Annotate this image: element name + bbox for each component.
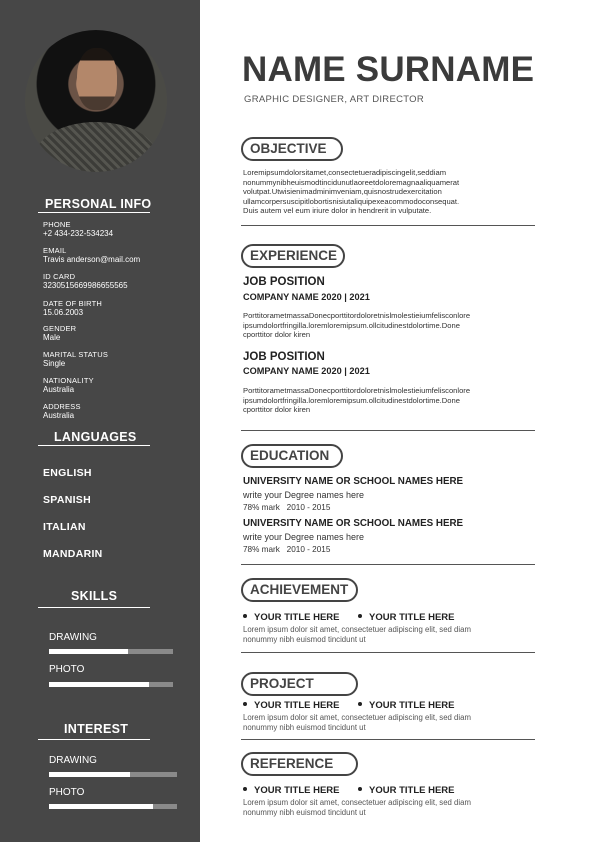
objective-text bbox=[243, 168, 535, 216]
reference-line: Lorem ipsum dolor sit amet, consectetuer adipiscing elit, sed diam bbox=[243, 798, 471, 807]
education-heading: EDUCATION bbox=[241, 444, 343, 468]
email-value: Travis anderson@mail.com bbox=[43, 255, 141, 264]
project-text bbox=[243, 713, 543, 733]
bullet-icon bbox=[243, 702, 247, 706]
objective-line: volutpat.Utwisienimadminimveniam,quisnostrudexercitation bbox=[243, 187, 442, 197]
gender-label: GENDER bbox=[43, 324, 77, 333]
school-name: UNIVERSITY NAME OR SCHOOL NAMES HERE bbox=[243, 518, 464, 529]
achievement-title bbox=[243, 612, 340, 623]
job-title: JOB POSITION bbox=[243, 351, 325, 363]
company-name: COMPANY NAME 2020 | 2021 bbox=[243, 292, 370, 302]
marital-status-label: MARITAL STATUS bbox=[43, 350, 109, 359]
job-description bbox=[243, 386, 535, 415]
project-line: Lorem ipsum dolor sit amet, consectetuer adipiscing elit, sed diam bbox=[243, 713, 471, 722]
candidate-role: GRAPHIC DESIGNER, ART DIRECTOR bbox=[244, 94, 425, 105]
objective-line: ullamcorpersuscipitlobortisnisiutaliquipexeacommodoconsequat. bbox=[243, 196, 460, 206]
languages-divider bbox=[38, 445, 150, 446]
education-mark: 78% mark 2010 - 2015 bbox=[243, 503, 331, 512]
skill-bar bbox=[49, 682, 173, 687]
gender-value: Male bbox=[43, 333, 61, 342]
objective-line: nonummynibheuismodtincidunutlaoreetdoloremagnaaliquamerat bbox=[243, 177, 460, 187]
company-name: COMPANY NAME 2020 | 2021 bbox=[243, 366, 370, 376]
project-title bbox=[358, 700, 455, 711]
skill-label: PHOTO bbox=[49, 664, 85, 675]
achievement-line: nonummy nibh euismod tincidunt ut bbox=[243, 635, 366, 644]
school-name: UNIVERSITY NAME OR SCHOOL NAMES HERE bbox=[243, 476, 464, 487]
job-description-line: PorttitorametmassaDonecporttitordoloretnislmolestieiumfelisconlore bbox=[243, 386, 471, 395]
skill-label: DRAWING bbox=[49, 632, 97, 643]
job-description-line: ipsumdolortfringilla.loremloremipsum.ollcitudinestdolortime.Done bbox=[243, 320, 460, 330]
project-line: nonummy nibh euismod tincidunt ut bbox=[243, 723, 366, 732]
nationality-label: NATIONALITY bbox=[43, 376, 94, 385]
interest-heading: INTEREST bbox=[64, 722, 129, 736]
languages-heading: LANGUAGES bbox=[54, 430, 137, 444]
job-description-line: cporttitor dolor kiren bbox=[243, 405, 311, 415]
reference-heading: REFERENCE bbox=[241, 752, 358, 776]
language-item: SPANISH bbox=[43, 494, 91, 506]
achievement-title bbox=[358, 612, 455, 623]
achievement-text bbox=[243, 625, 543, 645]
bullet-icon bbox=[243, 787, 247, 791]
objective-heading: OBJECTIVE bbox=[241, 137, 343, 161]
skill-bar bbox=[49, 649, 173, 654]
bullet-icon bbox=[243, 614, 247, 618]
reference-title-text: YOUR TITLE HERE bbox=[254, 785, 340, 796]
project-title bbox=[243, 700, 340, 711]
degree-name: write your Degree names here bbox=[243, 532, 365, 542]
interest-bar bbox=[49, 804, 177, 809]
photo-head bbox=[77, 48, 117, 110]
project-title-text: YOUR TITLE HERE bbox=[369, 700, 455, 711]
dob-value: 15.06.2003 bbox=[43, 308, 84, 317]
achievement-title-text: YOUR TITLE HERE bbox=[254, 612, 340, 623]
address-value: Australia bbox=[43, 411, 75, 420]
language-item: ITALIAN bbox=[43, 521, 86, 533]
interest-bar bbox=[49, 772, 177, 777]
phone-label: PHONE bbox=[43, 220, 71, 229]
objective-line: Loremipsumdolorsitamet,consectetueradipiscingelit,seddiam bbox=[243, 168, 447, 177]
project-heading: PROJECT bbox=[241, 672, 358, 696]
personal-info-divider bbox=[38, 212, 150, 213]
job-description-line: PorttitorametmassaDonecporttitordoloretnislmolestieiumfelisconlore bbox=[243, 311, 471, 320]
bullet-icon bbox=[358, 614, 362, 618]
education-mark: 78% mark 2010 - 2015 bbox=[243, 545, 331, 554]
achievement-title-text: YOUR TITLE HERE bbox=[369, 612, 455, 623]
section-divider bbox=[241, 564, 535, 565]
dob-label: DATE OF BIRTH bbox=[43, 299, 102, 308]
objective-line: Duis autem vel eum iriure dolor in hendrerit in vulputate. bbox=[243, 206, 432, 216]
section-divider bbox=[241, 652, 535, 653]
interest-label: DRAWING bbox=[49, 755, 97, 766]
candidate-name: NAME SURNAME bbox=[242, 50, 535, 89]
photo-shoulders bbox=[35, 122, 157, 172]
reference-line: nonummy nibh euismod tincidunt ut bbox=[243, 808, 366, 817]
nationality-value: Australia bbox=[43, 385, 75, 394]
reference-title bbox=[243, 785, 340, 796]
degree-name: write your Degree names here bbox=[243, 490, 365, 500]
reference-title bbox=[358, 785, 455, 796]
bullet-icon bbox=[358, 787, 362, 791]
email-label: EMAIL bbox=[43, 246, 67, 255]
section-divider bbox=[241, 739, 535, 740]
reference-title-text: YOUR TITLE HERE bbox=[369, 785, 455, 796]
job-title: JOB POSITION bbox=[243, 276, 325, 288]
job-description bbox=[243, 311, 535, 340]
reference-text bbox=[243, 798, 543, 818]
profile-photo bbox=[25, 30, 167, 172]
personal-info-heading: PERSONAL INFO bbox=[45, 197, 152, 211]
skills-divider bbox=[38, 607, 150, 608]
job-description-line: cporttitor dolor kiren bbox=[243, 330, 311, 340]
marital-status-value: Single bbox=[43, 359, 66, 368]
interest-divider bbox=[38, 739, 150, 740]
id-card-label: ID CARD bbox=[43, 272, 76, 281]
section-divider bbox=[241, 225, 535, 226]
interest-label: PHOTO bbox=[49, 787, 85, 798]
achievement-heading: ACHIEVEMENT bbox=[241, 578, 358, 602]
achievement-line: Lorem ipsum dolor sit amet, consectetuer adipiscing elit, sed diam bbox=[243, 625, 471, 634]
phone-value: +2 434-232-534234 bbox=[43, 229, 114, 238]
id-card-value: 3230515669986655565 bbox=[43, 281, 128, 290]
section-divider bbox=[241, 430, 535, 431]
bullet-icon bbox=[358, 702, 362, 706]
job-description-line: ipsumdolortfringilla.loremloremipsum.ollcitudinestdolortime.Done bbox=[243, 395, 460, 405]
experience-heading: EXPERIENCE bbox=[241, 244, 345, 268]
project-title-text: YOUR TITLE HERE bbox=[254, 700, 340, 711]
language-item: ENGLISH bbox=[43, 467, 92, 479]
sidebar bbox=[0, 0, 200, 842]
language-item: MANDARIN bbox=[43, 548, 103, 560]
skills-heading: SKILLS bbox=[71, 589, 118, 603]
address-label: ADDRESS bbox=[43, 402, 81, 411]
